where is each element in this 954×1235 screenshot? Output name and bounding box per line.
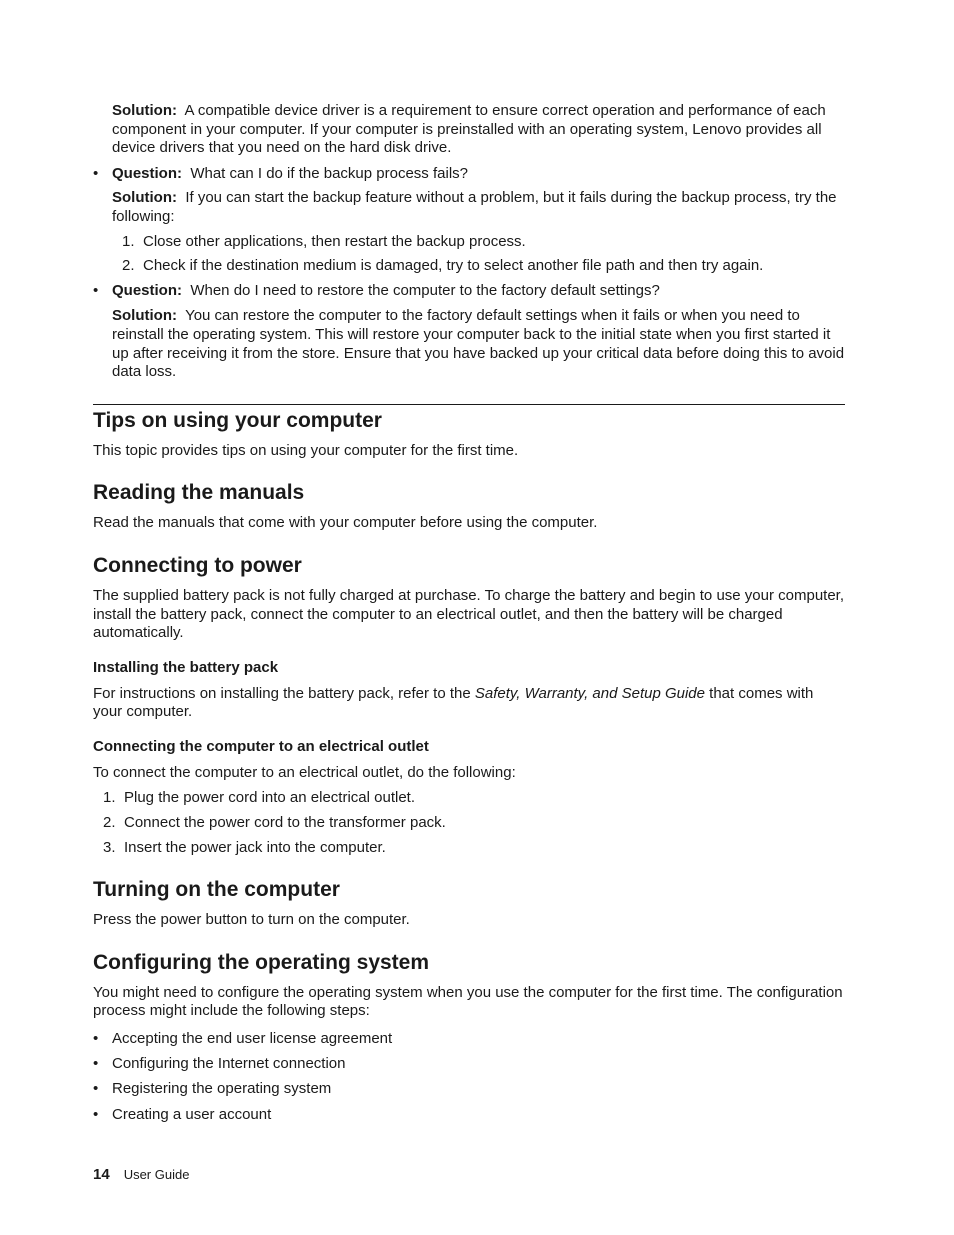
page-number: 14 — [93, 1166, 110, 1183]
faq-solution-2-text: If you can start the backup feature without a problem, but it fails during the backup process, try the following: — [112, 189, 837, 225]
section-title-power: Connecting to power — [93, 553, 302, 577]
step-text: Insert the power jack into the computer. — [124, 838, 386, 856]
page-content — [93, 102, 845, 1124]
battery-text-start: For instructions on installing the battery pack, refer to the — [93, 684, 475, 702]
section-title-tips: Tips on using your computer — [93, 408, 382, 432]
subsection-title-outlet: Connecting the computer to an electrical outlet — [93, 737, 429, 755]
step-text: Check if the destination medium is damaged, try to select another file path and then try again. — [143, 257, 764, 275]
step-number: 2. — [122, 257, 135, 275]
step-text: Plug the power cord into an electrical outlet. — [124, 789, 415, 807]
bullet-icon: • — [93, 281, 99, 299]
solution-label: Solution: — [112, 102, 177, 119]
list-item — [112, 233, 845, 252]
tips-intro: This topic provides tips on using your computer for the first time. — [93, 441, 519, 459]
bullet-icon: • — [93, 164, 99, 182]
reading-text: Read the manuals that come with your computer before using the computer. — [93, 514, 598, 532]
list-item — [93, 839, 845, 858]
configuring-steps-list — [93, 1030, 845, 1124]
step-number: 2. — [103, 814, 116, 832]
question-label: Question: — [112, 281, 182, 299]
subsection-title-battery: Installing the battery pack — [93, 658, 279, 676]
faq-solution-3-text: You can restore the computer to the factory default settings when it fails or when you need to reinstall the operating system. This will restore your computer back to the initial state when you first started it up after receiving it from the store. Ensure that you have backed up your critical data before doing this to avoid data loss. — [112, 307, 845, 381]
step-number: 1. — [122, 232, 135, 250]
bullet-icon: • — [93, 1055, 99, 1073]
outlet-intro: To connect the computer to an electrical outlet, do the following: — [93, 763, 516, 781]
list-item-text: Configuring the Internet connection — [112, 1055, 346, 1073]
faq-solution-3 — [112, 307, 845, 381]
bullet-icon: • — [93, 1030, 99, 1048]
power-text: The supplied battery pack is not fully charged at purchase. To charge the battery and begin to use your computer, install the battery pack, connect the computer to an electrical outlet, and then the battery will be charged automatically. — [93, 586, 845, 642]
faq-question-2-text: What can I do if the backup process fails? — [190, 164, 468, 182]
section-title-reading: Reading the manuals — [93, 481, 305, 505]
step-text: Connect the power cord to the transformer pack. — [124, 814, 446, 832]
battery-text — [93, 685, 845, 722]
section-divider — [93, 404, 845, 405]
section-title-turning-on: Turning on the computer — [93, 878, 340, 902]
faq-solution-1 — [112, 102, 845, 158]
page-footer — [93, 1165, 189, 1185]
list-item-text: Accepting the end user license agreement — [112, 1030, 393, 1048]
section-title-configuring: Configuring the operating system — [93, 950, 430, 974]
list-item — [93, 814, 845, 833]
list-item — [93, 1030, 845, 1049]
document-title: User Guide — [123, 1167, 190, 1182]
step-text: Close other applications, then restart the backup process. — [143, 232, 526, 250]
step-number: 3. — [103, 838, 116, 856]
bullet-icon: • — [93, 1105, 99, 1123]
configuring-text: You might need to configure the operating system when you use the computer for the first time. The configuration process might include the following steps: — [93, 983, 843, 1020]
list-item — [93, 1080, 845, 1099]
battery-text-end: that comes with your computer. — [93, 684, 814, 721]
turning-on-text: Press the power button to turn on the computer. — [93, 911, 410, 929]
question-label: Question: — [112, 164, 182, 182]
list-item — [93, 1106, 845, 1125]
backup-steps-list — [112, 233, 845, 276]
solution-label: Solution: — [112, 189, 177, 207]
list-item — [112, 257, 845, 276]
step-number: 1. — [103, 789, 116, 807]
setup-guide-title: Safety, Warranty, and Setup Guide — [474, 684, 705, 702]
outlet-steps-list — [93, 789, 845, 857]
bullet-icon: • — [93, 1080, 99, 1098]
solution-label: Solution: — [112, 307, 177, 325]
list-item-text: Registering the operating system — [112, 1080, 332, 1098]
faq-question-3-text: When do I need to restore the computer to the factory default settings? — [190, 281, 660, 299]
faq-question-3 — [93, 282, 845, 301]
list-item-text: Creating a user account — [112, 1105, 272, 1123]
list-item — [93, 789, 845, 808]
list-item — [93, 1055, 845, 1074]
faq-solution-2 — [112, 189, 845, 226]
faq-solution-1-text: A compatible device driver is a requirement to ensure correct operation and performance of each component in your computer. If your computer is preinstalled with an operating system, Lenovo provides all device drivers that you need on the hard disk drive. — [112, 102, 826, 157]
faq-question-2 — [93, 165, 845, 184]
